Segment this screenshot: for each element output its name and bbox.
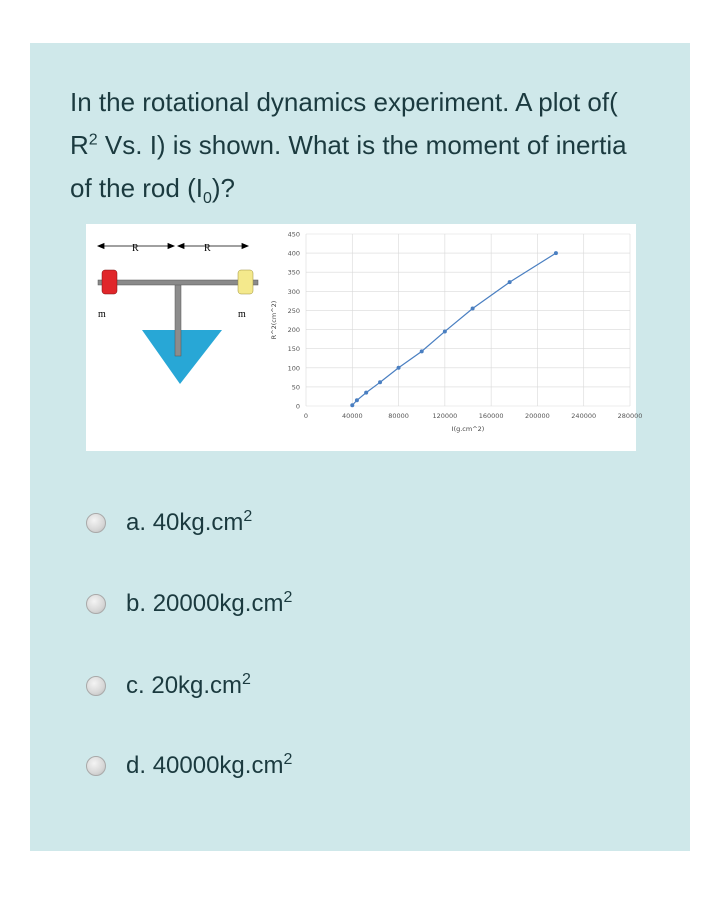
y-tick-label: 450 bbox=[287, 230, 300, 239]
y-tick-label: 150 bbox=[287, 345, 300, 354]
y-tick-label: 250 bbox=[287, 306, 300, 315]
y-tick-label: 50 bbox=[291, 383, 300, 392]
data-point bbox=[350, 403, 354, 407]
x-tick-label: 120000 bbox=[432, 412, 458, 420]
data-point bbox=[554, 251, 558, 255]
data-point bbox=[378, 380, 382, 384]
series-points bbox=[350, 251, 558, 407]
question-card bbox=[30, 43, 690, 851]
option-b-letter: b. bbox=[126, 590, 147, 617]
option-c-sup: 2 bbox=[242, 671, 251, 688]
option-a-letter: a. bbox=[126, 509, 147, 536]
right-mass-label: m bbox=[238, 309, 246, 320]
data-point bbox=[355, 398, 359, 402]
question-text-part2: Vs. I) is shown. What is the moment of inertia of the rod (I bbox=[70, 130, 627, 203]
option-d[interactable] bbox=[86, 746, 292, 786]
option-d-sup: 2 bbox=[283, 751, 293, 768]
option-b-label bbox=[126, 590, 292, 618]
radio-button-b[interactable] bbox=[86, 594, 106, 614]
data-point bbox=[443, 329, 447, 333]
x-axis-label: I(g.cm^2) bbox=[451, 425, 485, 433]
y-tick-label: 200 bbox=[287, 326, 300, 335]
option-c[interactable] bbox=[86, 666, 251, 706]
y-tick-labels bbox=[288, 231, 300, 411]
option-b[interactable] bbox=[86, 584, 292, 624]
y-tick-label: 300 bbox=[287, 287, 300, 296]
y-tick-label: 100 bbox=[287, 364, 300, 373]
data-point bbox=[397, 366, 401, 370]
option-c-value: 20kg.cm bbox=[151, 672, 243, 699]
question-text bbox=[70, 81, 630, 210]
option-b-sup: 2 bbox=[283, 589, 293, 606]
option-d-value: 40000kg.cm bbox=[152, 752, 284, 779]
x-tick-label: 240000 bbox=[571, 412, 597, 420]
left-r-label: R bbox=[132, 243, 139, 254]
x-tick-label: 40000 bbox=[341, 412, 363, 420]
radio-button-d[interactable] bbox=[86, 756, 106, 776]
x-tick-label: 80000 bbox=[388, 412, 409, 420]
data-point bbox=[420, 349, 424, 353]
x-tick-label: 160000 bbox=[478, 412, 504, 420]
radio-button-c[interactable] bbox=[86, 676, 106, 696]
option-a-label bbox=[126, 509, 252, 537]
data-point bbox=[471, 307, 475, 311]
x-tick-label: 0 bbox=[303, 412, 309, 420]
right-r-label: R bbox=[204, 243, 211, 254]
x-tick-label: 280000 bbox=[617, 412, 643, 420]
left-mass-label: m bbox=[98, 309, 106, 320]
option-d-letter: d. bbox=[126, 752, 147, 779]
question-subscript: 0 bbox=[202, 190, 212, 208]
option-b-value: 20000kg.cm bbox=[152, 590, 284, 617]
data-point bbox=[508, 280, 512, 284]
question-text-part3: )? bbox=[211, 173, 235, 203]
question-text-part1: In the rotational dynamics experiment. A plot of( R bbox=[70, 87, 618, 160]
option-a[interactable] bbox=[86, 503, 252, 543]
series-line bbox=[352, 253, 556, 405]
y-tick-label: 400 bbox=[287, 249, 300, 258]
option-a-sup: 2 bbox=[243, 508, 253, 525]
option-c-label bbox=[126, 672, 251, 700]
option-a-value: 40kg.cm bbox=[152, 509, 244, 536]
x-tick-labels bbox=[304, 412, 642, 420]
data-point bbox=[364, 391, 368, 395]
option-d-label bbox=[126, 752, 292, 780]
question-superscript: 2 bbox=[88, 131, 98, 149]
x-tick-label: 200000 bbox=[525, 412, 550, 420]
question-figure bbox=[86, 224, 643, 451]
r2-vs-i-chart bbox=[86, 224, 643, 451]
y-axis-label: R^2(cm^2) bbox=[270, 300, 278, 340]
option-c-letter: c. bbox=[126, 672, 145, 699]
y-tick-label: 0 bbox=[295, 402, 300, 411]
chart-gridlines bbox=[306, 234, 630, 406]
y-tick-label: 350 bbox=[287, 268, 300, 277]
radio-button-a[interactable] bbox=[86, 513, 106, 533]
